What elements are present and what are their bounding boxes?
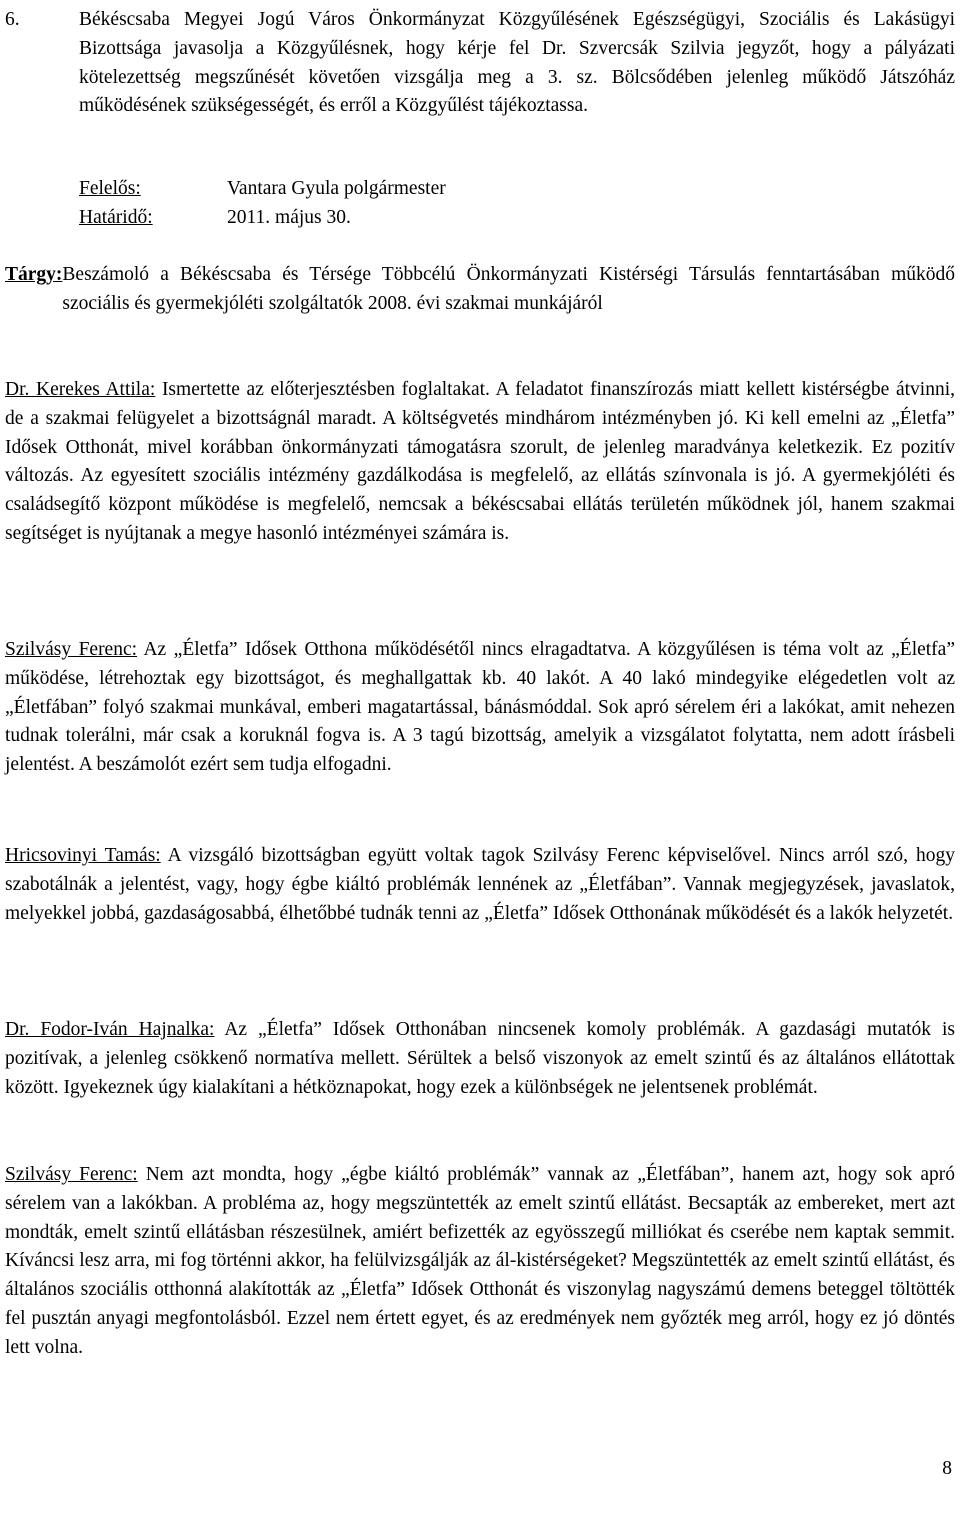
subject-block — [5, 261, 955, 319]
paragraph-text: A vizsgáló bizottságban együtt voltak tagok Szilvásy Ferenc képviselővel. Nincs arról szó, hogy szabotálnák a jelentést, vagy, hogy égbe kiáltó problémák lennének az „Életfában”. Vannak megjegyzések, javaslatok, melyekkel jobbá, gazdaságosabbá, élhetőbbé tudnák tenni az „Életfa” Idősek Otthonának működését és a lakók helyzetét. — [5, 845, 955, 924]
paragraph-text: Ismertette az előterjesztésben foglaltakat. A feladatot finanszírozás miatt kellett kistérségbe átvinni, de a szakmai felügyelet a bizottságnál maradt. A költségvetés mindhárom intézményben jó. Ki kell emelni az „Életfa” Idősek Otthonát, mivel korábban önkormányzati támogatásra szorult, de jelenleg maradványa keletkezik. Ez pozitív változás. Az egyesített szociális intézmény gazdálkodása is megfelelő, az ellátás színvonala is jó. A gyermekjóléti és családsegítő központ működése is megfelelő, nemcsak a békéscsabai ellátás területén működnek jól, hanem szakmai segítséget is nyújtanak a megye hasonló intézményei számára is. — [5, 379, 955, 544]
item-number: 6. — [5, 9, 20, 30]
speaker-name: Szilvásy Ferenc: — [5, 639, 138, 660]
paragraph — [5, 1161, 955, 1363]
numbered-item — [5, 6, 955, 121]
paragraph — [5, 842, 955, 928]
deadline-label: Határidő: — [79, 207, 153, 228]
item-text: Békéscsaba Megyei Jogú Város Önkormányzat Közgyűlésének Egészségügyi, Szociális és Lakásügyi Bizottsága javasolja a Közgyűlésnek, hogy kérje fel Dr. Szvercsák Szilvia jegyzőt, hogy a pályázati kötelezettség megszűnését követően vizsgálja meg a 3. sz. Bölcsődében jelenleg működő Játszóház működésének szükségességét, és erről a Közgyűlést tájékoztassa. — [79, 9, 955, 117]
subject-label: Tárgy: — [5, 264, 63, 285]
responsible-value: Vantara Gyula polgármester — [227, 178, 446, 199]
speaker-name: Szilvásy Ferenc: — [5, 1164, 138, 1185]
responsible-label: Felelős: — [79, 178, 141, 199]
paragraph — [5, 636, 955, 780]
paragraph-text: Az „Életfa” Idősek Otthonában nincsenek komoly problémák. A gazdasági mutatók is pozitívak, a jelenleg csökkenő normatíva mellett. Sérültek a belső viszonyok az emelt szintű és az általános ellátottak között. Igyekeznek úgy kialakítani a hétköznapokat, hogy ezek a különbségek ne jelentsenek problémát. — [5, 1019, 955, 1098]
responsible-line — [79, 175, 446, 204]
paragraph-text: Nem azt mondta, hogy „égbe kiáltó problémák” vannak az „Életfában”, hanem azt, hogy sok apró sérelem van a lakókban. A probléma az, hogy megszüntették az emelt szintű ellátást. Becsapták az embereket, mert azt mondták, emelt szintű ellátásban részesülnek, amiért befizették az egyösszegű milliókat és cserébe nem kaptak semmit. Kíváncsi lesz arra, mi fog történni akkor, ha felülvizsgálják az ál-kistérségeket? Megszüntették az emelt szintű ellátást, és általános szociális otthonná alakították az „Életfa” Idősek Otthonát és viszonylag nagyszámú demens beteggel töltötték fel pusztán anyagi megfontolásból. Ezzel nem értett egyet, és az eredmények nem győzték meg arról, hogy ez jó döntés lett volna. — [5, 1164, 955, 1358]
subject-text: Beszámoló a Békéscsaba és Térsége Többcélú Önkormányzati Kistérségi Társulás fenntartásában működő szociális és gyermekjóléti szolgáltatók 2008. évi szakmai munkájáról — [62, 264, 955, 314]
paragraph-text: Az „Életfa” Idősek Otthona működésétől nincs elragadtatva. A közgyűlésen is téma volt az „Életfa” működése, létrehoztak egy bizottságot, és meghallgattak kb. 40 lakót. A 40 lakó mindegyike elégedetlen volt az „Életfában” folyó szakmai munkával, emberi magatartással, bánásmóddal. Sok apró sérelem éri a lakókat, amit nehezen tudnak tolerálni, már csak a koruknál fogva is. A 3 tagú bizottság, amelyik a vizsgálatot folytatta, nem adott írásbeli jelentést. A beszámolót ezért sem tudja elfogadni. — [5, 639, 955, 776]
deadline-value: 2011. május 30. — [227, 207, 351, 228]
speaker-name: Dr. Kerekes Attila: — [5, 379, 156, 400]
speaker-name: Hricsovinyi Tamás: — [5, 845, 161, 866]
paragraph — [5, 376, 955, 549]
speaker-name: Dr. Fodor-Iván Hajnalka: — [5, 1019, 215, 1040]
page-number: 8 — [942, 1458, 952, 1479]
paragraph — [5, 1016, 955, 1102]
deadline-line — [79, 204, 351, 233]
